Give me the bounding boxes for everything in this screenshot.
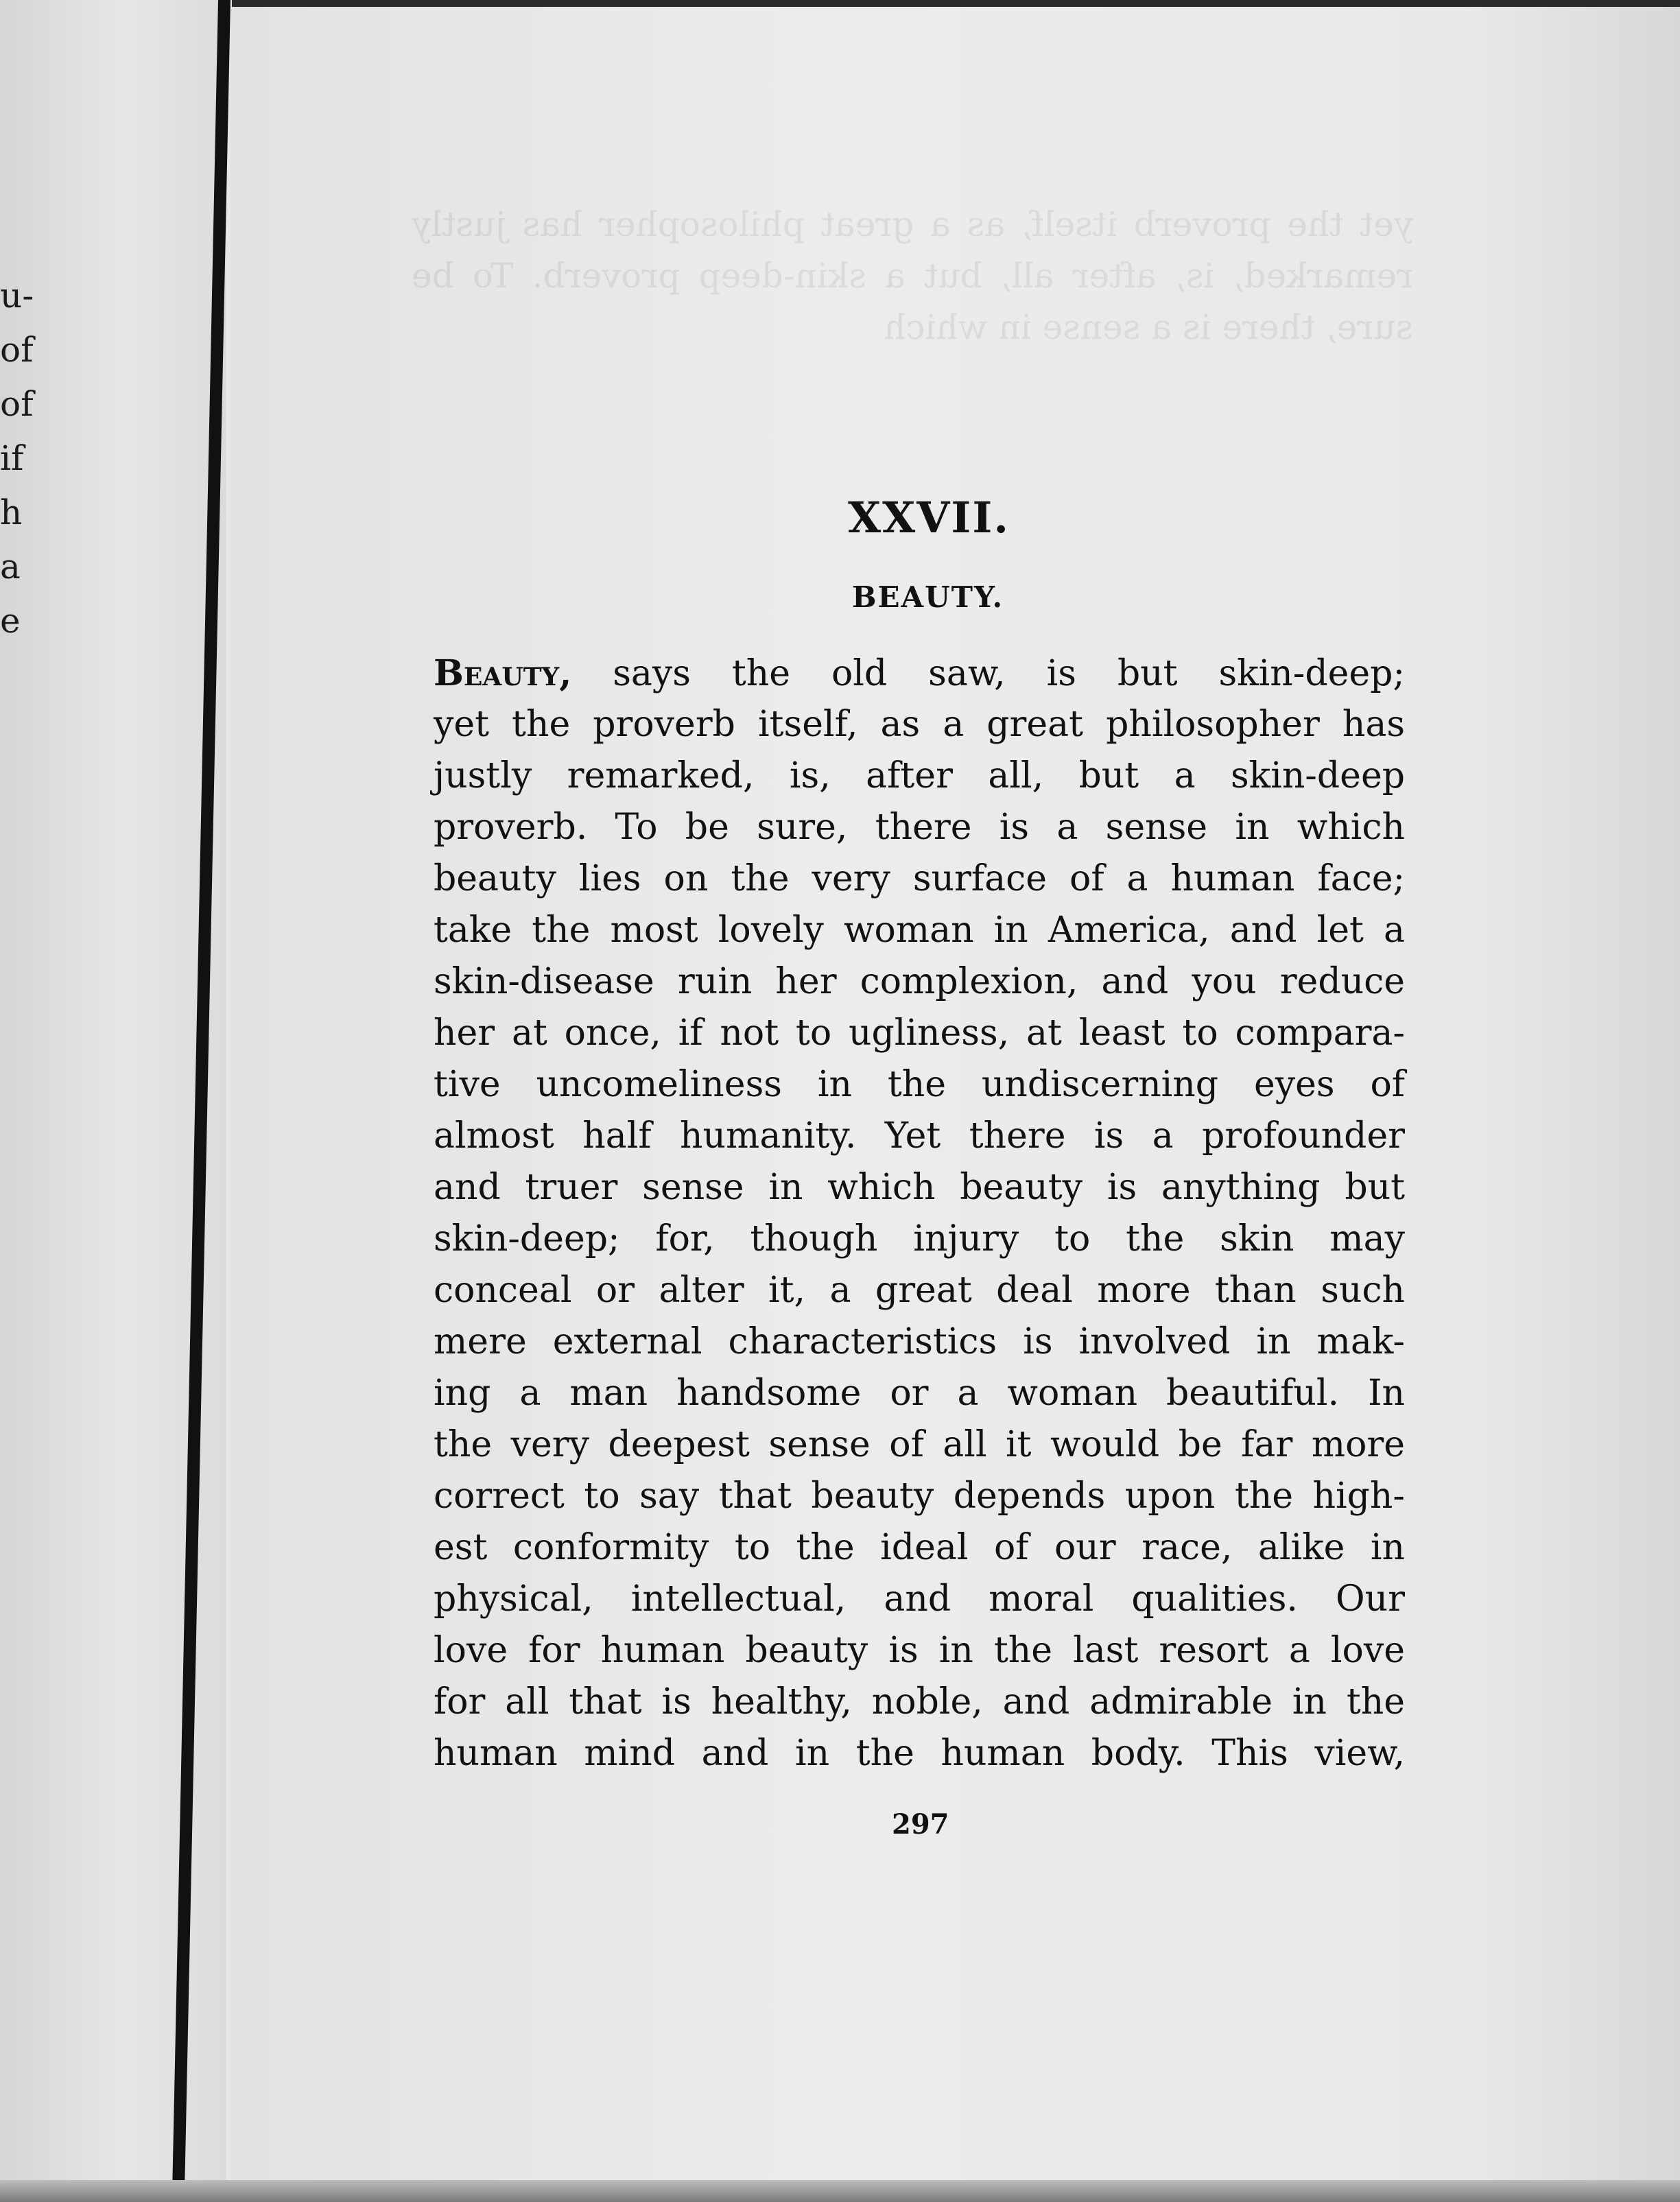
text-line: love for human beauty is in the last resort a love	[434, 1630, 1405, 1671]
text-line: proverb. To be sure, there is a sense in which	[434, 807, 1405, 848]
text-line: ing a man handsome or a woman beautiful. In	[434, 1373, 1405, 1414]
body-text	[434, 648, 1405, 1779]
show-through-bleed	[412, 199, 1413, 353]
text-line: yet the proverb itself, as a great philosopher has	[434, 704, 1405, 745]
text-line: tive uncomeliness in the undiscerning eyes of	[434, 1064, 1405, 1105]
text-line: justly remarked, is, after all, but a skin-deep	[434, 755, 1405, 796]
show-through-text: yet the proverb itself, as a great philosopher has	[522, 204, 1413, 244]
text-line: her at once, if not to ugliness, at least to compara-	[434, 1013, 1405, 1054]
text-line: correct to say that beauty depends upon the high-	[434, 1476, 1405, 1517]
left-fragment-line: of	[0, 330, 34, 370]
page-number: 297	[892, 1808, 949, 1840]
text-line: human mind and in the human body. This view,	[434, 1733, 1405, 1774]
text-line: for all that is healthy, noble, and admirable in the	[434, 1681, 1405, 1722]
text-line-rest: says the old saw, is but skin-deep;	[571, 653, 1405, 694]
chapter-title: BEAUTY.	[852, 580, 1004, 614]
text-line: and truer sense in which beauty is anything but	[434, 1167, 1405, 1208]
top-edge-line	[232, 0, 1680, 7]
left-page-text-fragments	[0, 269, 41, 648]
left-fragment-line: e	[0, 601, 21, 641]
first-word: Beauty,	[434, 652, 572, 694]
text-line: conceal or alter it, a great deal more than such	[434, 1270, 1405, 1311]
left-fragment-line: h	[0, 493, 23, 532]
left-fragment-line: of	[0, 384, 34, 424]
left-fragment-line: if	[0, 438, 24, 478]
text-line: the very deepest sense of all it would be far more	[434, 1424, 1405, 1465]
text-line: almost half humanity. Yet there is a profounder	[434, 1115, 1405, 1157]
text-line: mere external characteristics is involved in mak-	[434, 1321, 1405, 1362]
left-fragment-line: u-	[0, 276, 34, 316]
text-line: take the most lovely woman in America, and let a	[434, 910, 1405, 951]
text-line: est conformity to the ideal of our race, alike in	[434, 1527, 1405, 1568]
bottom-page-edge	[0, 2180, 1680, 2202]
show-through-text: proverb. To be sure, there is a sense in which	[412, 256, 1413, 347]
text-line: skin-deep; for, though injury to the skin may	[434, 1218, 1405, 1259]
text-line	[434, 648, 1405, 699]
left-fragment-line: a	[0, 547, 21, 587]
text-line: beauty lies on the very surface of a human face;	[434, 858, 1405, 899]
text-line: skin-disease ruin her complexion, and you reduce	[434, 961, 1405, 1002]
show-through-text: justly remarked, is, after all, but a skin-deep	[412, 204, 1413, 296]
text-line: physical, intellectual, and moral qualities. Our	[434, 1578, 1405, 1620]
left-page	[0, 0, 226, 2202]
chapter-number: XXVII.	[848, 493, 1010, 543]
